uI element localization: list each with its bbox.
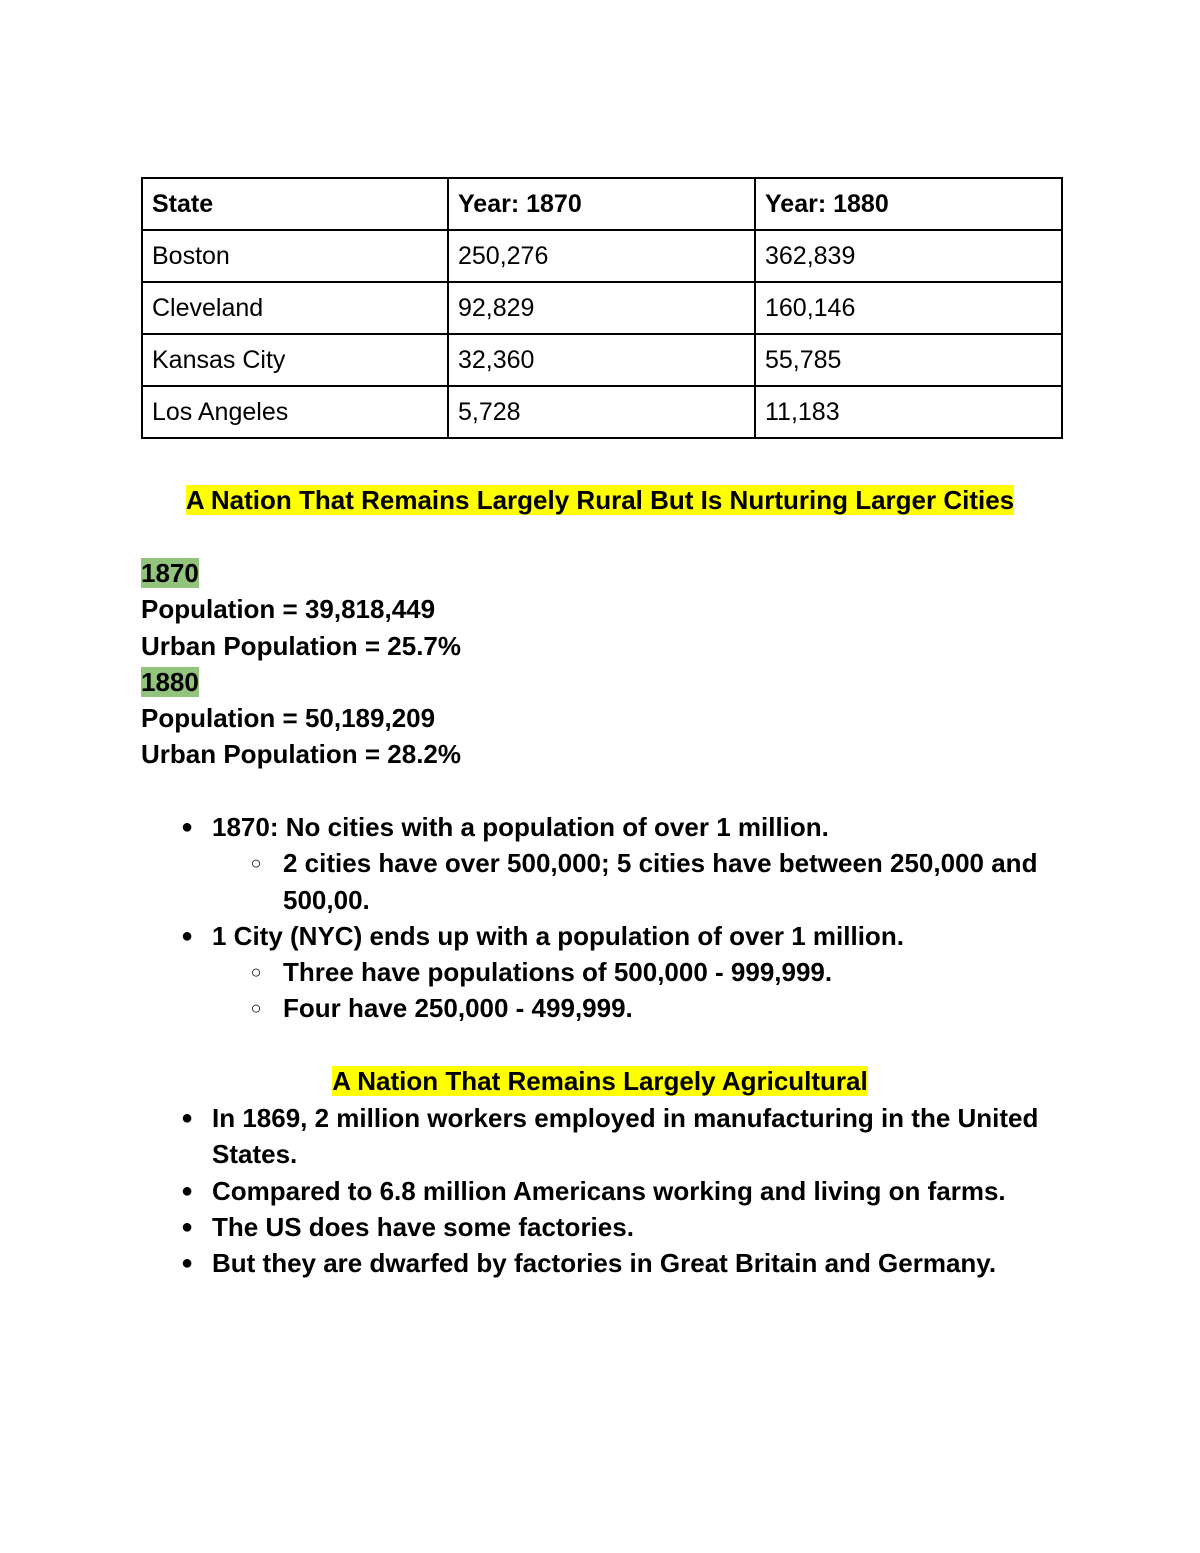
agricultural-heading-text: A Nation That Remains Largely Agricultural xyxy=(332,1066,868,1096)
table-cell: Cleveland xyxy=(142,282,448,334)
table-header-state: State xyxy=(142,178,448,230)
urban-population-1880: Urban Population = 28.2% xyxy=(141,739,462,770)
table-header-row xyxy=(142,178,1062,230)
population-table xyxy=(141,177,1063,439)
hollow-bullet-icon: ○ xyxy=(250,853,262,874)
table-cell: 32,360 xyxy=(448,334,755,386)
list-item-text: In 1869, 2 million workers employed in manufacturing in the United States. xyxy=(212,1103,1039,1170)
list-item-text: 2 cities have over 500,000; 5 cities have between 250,000 and 500,00. xyxy=(283,848,1038,915)
list-item-text: But they are dwarfed by factories in Great Britain and Germany. xyxy=(212,1248,997,1279)
table-header-1880: Year: 1880 xyxy=(755,178,1062,230)
year-1880-label: 1880 xyxy=(141,666,199,697)
list-item xyxy=(0,1209,1042,1245)
bullet-icon: ● xyxy=(180,1179,194,1202)
table-cell: 362,839 xyxy=(755,230,1062,282)
list-item-text: Three have populations of 500,000 - 999,999. xyxy=(283,957,833,988)
list-item xyxy=(0,954,1043,990)
hollow-bullet-icon: ○ xyxy=(250,962,262,983)
year-1870-label: 1870 xyxy=(141,558,199,588)
table-cell: 11,183 xyxy=(755,386,1062,438)
population-1880: Population = 50,189,209 xyxy=(141,703,436,734)
urban-population-1870: Urban Population = 25.7% xyxy=(141,630,462,661)
table-cell: 92,829 xyxy=(448,282,755,334)
rural-heading-text: A Nation That Remains Largely Rural But Is Nurturing Larger Cities xyxy=(185,485,1015,515)
list-item xyxy=(0,1245,1042,1281)
bullet-icon: ● xyxy=(180,816,194,838)
population-stats xyxy=(141,555,461,773)
list-item xyxy=(0,918,1042,954)
agricultural-heading xyxy=(0,1064,1200,1098)
list-item-text: Compared to 6.8 million Americans working and living on farms. xyxy=(212,1175,1006,1206)
bullet-icon: ● xyxy=(180,1215,194,1238)
list-item-text: 1 City (NYC) ends up with a population of over 1 million. xyxy=(212,920,904,951)
list-item xyxy=(0,809,1042,845)
bullet-icon: ● xyxy=(180,924,194,947)
table-cell: 5,728 xyxy=(448,386,755,438)
table-row xyxy=(142,230,1062,282)
rural-heading xyxy=(0,483,1200,517)
list-item xyxy=(0,845,1043,918)
table-row xyxy=(142,334,1062,386)
table-cell: 160,146 xyxy=(755,282,1062,334)
list-item-text: The US does have some factories. xyxy=(212,1211,634,1242)
table-row xyxy=(142,386,1062,438)
table-cell: Los Angeles xyxy=(142,386,448,438)
table-cell: Boston xyxy=(142,230,448,282)
bullet-icon: ● xyxy=(180,1107,194,1129)
list-item xyxy=(0,1173,1042,1209)
table-cell: 250,276 xyxy=(448,230,755,282)
population-1870: Population = 39,818,449 xyxy=(141,594,436,625)
list-item xyxy=(0,1100,1042,1173)
agriculture-bullet-list xyxy=(0,1100,1200,1281)
list-item-text: 1870: No cities with a population of over 1 million. xyxy=(212,812,829,842)
table-cell: Kansas City xyxy=(142,334,448,386)
bullet-icon: ● xyxy=(180,1252,194,1275)
list-item xyxy=(0,990,1043,1026)
hollow-bullet-icon: ○ xyxy=(250,998,262,1019)
table-cell: 55,785 xyxy=(755,334,1062,386)
list-item-text: Four have 250,000 - 499,999. xyxy=(283,993,633,1024)
table-row xyxy=(142,282,1062,334)
cities-bullet-list xyxy=(0,809,1200,1027)
table-header-1870: Year: 1870 xyxy=(448,178,755,230)
